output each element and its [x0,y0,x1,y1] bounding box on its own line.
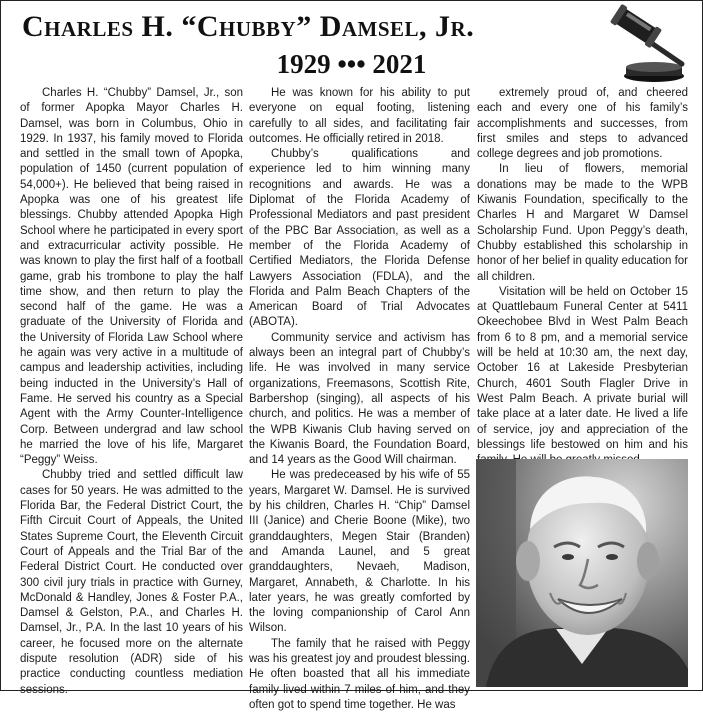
paragraph: Visitation will be held on October 15 at Quattlebaum Funeral Center at 5411 Okeechobee Blvd in West Palm Beach from 6 to 8 pm, and a memorial service will be held at 10:30 am, the next day, October 16 at Lakeside Presbyterian Church, 4601 South Flagler Drive in West Palm Beach. A private burial will take place at a later date. He lived a life of service, joy and appreciation of the blessings life bestowed on him and his [477,285,688,451]
text-column-3 [477,86,688,468]
paragraph: He was predeceased by his wife of 55 years, Margaret W. Damsel. He is survived by his children, Charles H. “Chip” Damsel III (Janice) and Cherie Boone (Mike), two granddaughters, Megen Stair (Branden) and Amanda Launel, and 5 great granddaughters, Nevaeh, Madison, Margaret, Annabeth, & Charlotte. In his later years, he was greatly comforted by the loving companionship of Carol Ann Wilson. [249,469,470,635]
paragraph: Charles H. “Chubby” Damsel, Jr., son of former Apopka Mayor Charles H. Damsel, was born in Columbus, Ohio in 1929. In 1937, his family moved to Florida and settled in the small town of Apopka, population of 1450 (current population of 54,000+). He believed that being raised in Apopka was one of his greatest life blessings. Chubby attended Apopka High School where he participated in every sport and extracurricular activity possible. He was known to play the first half of a football game, grab his trombone to play the half time show, and then return to play the second half of the game. He was a graduate of the University of Florida and the University of Florida Law School where he again was very active in a multitude of campus and leadership activities, including being inducted in the University’s Hall of Fame. He served his country as a Special Agent with the Army Counter-Intelligence Corp. Between undergrad and law school he married the love of his life, Margaret “Peggy” Weiss. [20,87,243,467]
paragraph: extremely proud of, and cheered each and every one of his family’s accomplishments and successes, from first smiles and steps to advanced college degrees and job promotions. [477,87,688,161]
text-column-2 [249,86,470,713]
paragraph: Community service and activism has always been an integral part of Chubby’s life. He was involved in many service organizations, Freemasons, Scottish Rite, Barbershop (singing), all aspects of his church, and politics. He was a member of the WPB Kiwanis Club having served on the Kiwanis Board, the Foundation Board, and 14 years as the Good Will chairman. [249,331,470,467]
paragraph: In lieu of flowers, memorial donations may be made to the WPB Kiwanis Foundation, specifically to the Charles H and Margaret W Damsel Scholarship Fund. Upon Peggy’s death, Chubby established this scholarship in honor of her belief in quality education for all children. [477,163,688,283]
paragraph: The family that he raised with Peggy was his greatest joy and proudest blessing. He often boasted that all his immediate family lived within 7 miles of him, and they often got to spend time together. He was [249,637,470,711]
obituary-header [0,0,703,86]
life-years: 1929 ••• 2021 [276,49,427,79]
gavel-icon [608,4,694,84]
text-column-1 [20,86,243,698]
paragraph: Chubby tried and settled difficult law cases for 50 years. He was admitted to the Florida Bar, the Federal District Court, the Fifth Circuit Court of Appeals, the United States Supreme Court, the Eleventh Circuit Court of Appeals and the Trial Bar of the Federal District Court. He conducted over 300 civil jury trials in practice with Gurney, McDonald & Handley, Jones & Foster P.A., Damsel & Gelston, P.A., and Charles H. Damsel, Jr., P.A. In the last 10 years of his career, he focused more on the alternate dispute resolution (ADR) side of his practice conducting countless mediation sessions. [20,469,243,696]
portrait-photo [476,459,688,687]
paragraph: He was known for his ability to put everyone on equal footing, listening carefully to all sides, and facilitating fair outcomes. He officially retired in 2018. [249,87,470,145]
deceased-name: Charles H. “Chubby” Damsel, Jr. [22,10,475,43]
paragraph: Chubby’s qualifications and experience led to him winning many recognitions and awards. He was a Diplomat of the Florida Academy of Professional Mediators and past president of the PBC Bar Association, as well as a member of the Florida Academy of Certified Mediators, the Florida Defense Lawyers Association (FDLA), and the Florida and Palm Beach Chapters of the American Board of Trial Advocates (ABOTA). [249,148,470,329]
